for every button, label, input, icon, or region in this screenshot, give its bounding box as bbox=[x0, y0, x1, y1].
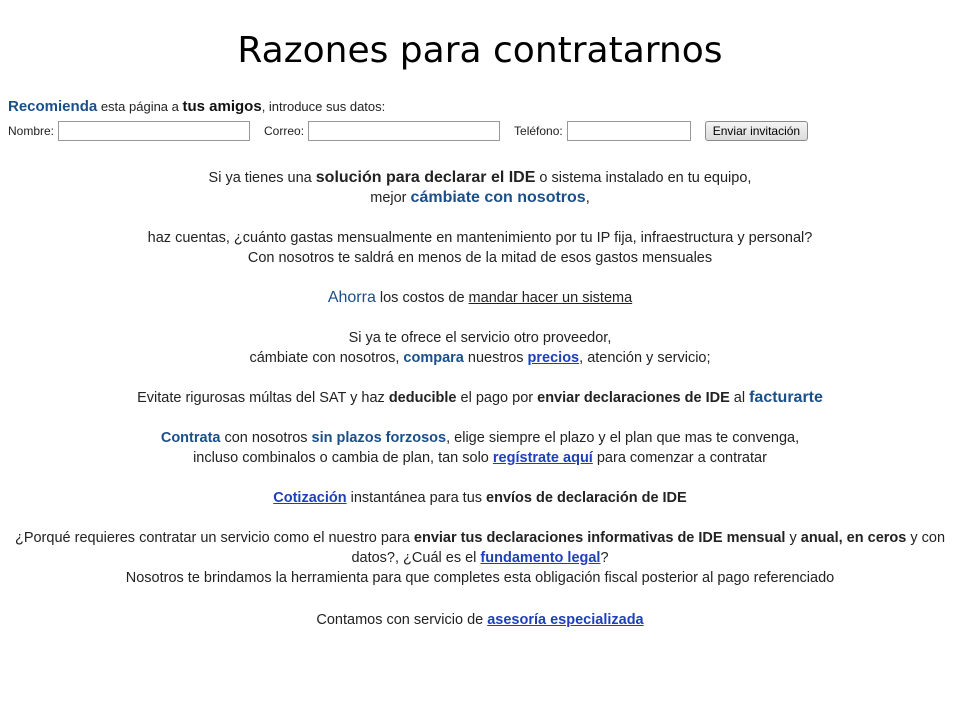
p7-ide-sends: envíos de declaración de IDE bbox=[486, 490, 687, 506]
email-label: Correo: bbox=[264, 124, 305, 138]
p4-text-e: , atención y servicio; bbox=[579, 350, 711, 366]
p1-text-f: , bbox=[585, 190, 590, 206]
p3-text-b: los costos de bbox=[375, 290, 469, 306]
p5-text-a: Evitate rigurosas múltas del SAT y haz bbox=[137, 390, 389, 406]
form-row bbox=[8, 121, 948, 141]
p2-line1: haz cuentas, ¿cuánto gastas mensualmente en mantenimiento por tu IP fija, infraestructura y personal? bbox=[147, 230, 813, 246]
p8-text-a: ¿Porqué requieres contratar un servicio como el nuestro para bbox=[14, 530, 414, 546]
p5-invoice: facturarte bbox=[749, 389, 823, 406]
legal-basis-link[interactable]: fundamento legal bbox=[480, 550, 601, 566]
p4-text-c: nuestros bbox=[463, 350, 528, 366]
p5-text-e: al bbox=[729, 390, 750, 406]
p5-text-c: el pago por bbox=[456, 390, 538, 406]
p8-text-g: ? bbox=[600, 550, 609, 566]
p8-annual: anual, en ceros bbox=[800, 530, 907, 546]
p6-text-b: con nosotros bbox=[220, 430, 312, 446]
recommend-word: Recomienda bbox=[8, 98, 98, 115]
recommend-mid: esta página a bbox=[97, 99, 183, 114]
p4-line1: Si ya te ofrece el servicio otro proveedor, bbox=[348, 330, 612, 346]
name-label: Nombre: bbox=[8, 124, 55, 138]
slide-title: Razones para contratarnos bbox=[237, 30, 723, 71]
email-input[interactable] bbox=[308, 121, 500, 141]
reasons-content bbox=[0, 168, 960, 650]
p4-compare: compara bbox=[403, 350, 464, 366]
p3-custom-system: mandar hacer un sistema bbox=[468, 290, 633, 306]
reason-7 bbox=[0, 488, 960, 508]
p6-contract: Contrata bbox=[160, 430, 221, 446]
p7-text-b: instantánea para tus bbox=[346, 490, 487, 506]
p6-no-terms: sin plazos forzosos bbox=[311, 430, 447, 446]
p1-text-d: mejor bbox=[370, 190, 411, 206]
p8-text-c: y bbox=[785, 530, 801, 546]
reason-3 bbox=[0, 288, 960, 308]
advisory-link[interactable]: asesoría especializada bbox=[487, 612, 644, 628]
p4-text-a: cámbiate con nosotros, bbox=[249, 350, 404, 366]
p9-text-a: Contamos con servicio de bbox=[316, 612, 488, 628]
reason-9 bbox=[0, 610, 960, 630]
p5-deductible: deducible bbox=[388, 390, 457, 406]
register-link[interactable]: regístrate aquí bbox=[492, 450, 593, 466]
p5-send-declarations: enviar declaraciones de IDE bbox=[537, 390, 730, 406]
p6-text-g: para comenzar a contratar bbox=[592, 450, 767, 466]
p8-line3: Nosotros te brindamos la herramienta para que completes esta obligación fiscal posterior al pago referenciado bbox=[125, 570, 835, 586]
p8-text-e: y con datos?, ¿Cuál es el bbox=[351, 530, 946, 566]
reason-8 bbox=[0, 528, 960, 588]
quote-link[interactable]: Cotización bbox=[273, 490, 347, 506]
p1-switch: cámbiate con nosotros bbox=[410, 189, 586, 206]
recommend-line bbox=[8, 98, 948, 115]
reason-2 bbox=[0, 228, 960, 268]
p8-monthly: enviar tus declaraciones informativas de IDE mensual bbox=[413, 530, 786, 546]
reason-5 bbox=[0, 388, 960, 408]
recommend-friends: tus amigos bbox=[182, 98, 262, 115]
recommend-form bbox=[8, 98, 948, 141]
send-invitation-button[interactable]: Enviar invitación bbox=[705, 121, 808, 141]
p3-save: Ahorra bbox=[327, 289, 376, 306]
p2-line2: Con nosotros te saldrá en menos de la mitad de esos gastos mensuales bbox=[247, 250, 713, 266]
reason-4 bbox=[0, 328, 960, 368]
phone-input[interactable] bbox=[567, 121, 691, 141]
reason-6 bbox=[0, 428, 960, 468]
p1-solution: solución para declarar el IDE bbox=[315, 169, 536, 186]
phone-label: Teléfono: bbox=[514, 124, 563, 138]
recommend-end: , introduce sus datos: bbox=[261, 99, 386, 114]
p1-text-a: Si ya tienes una bbox=[208, 170, 316, 186]
p6-text-e: incluso combinalos o cambia de plan, tan solo bbox=[193, 450, 493, 466]
reason-1 bbox=[0, 168, 960, 208]
prices-link[interactable]: precios bbox=[527, 350, 580, 366]
p6-text-d: , elige siempre el plazo y el plan que mas te convenga, bbox=[446, 430, 800, 446]
name-input[interactable] bbox=[58, 121, 250, 141]
p1-text-c: o sistema instalado en tu equipo, bbox=[535, 170, 752, 186]
